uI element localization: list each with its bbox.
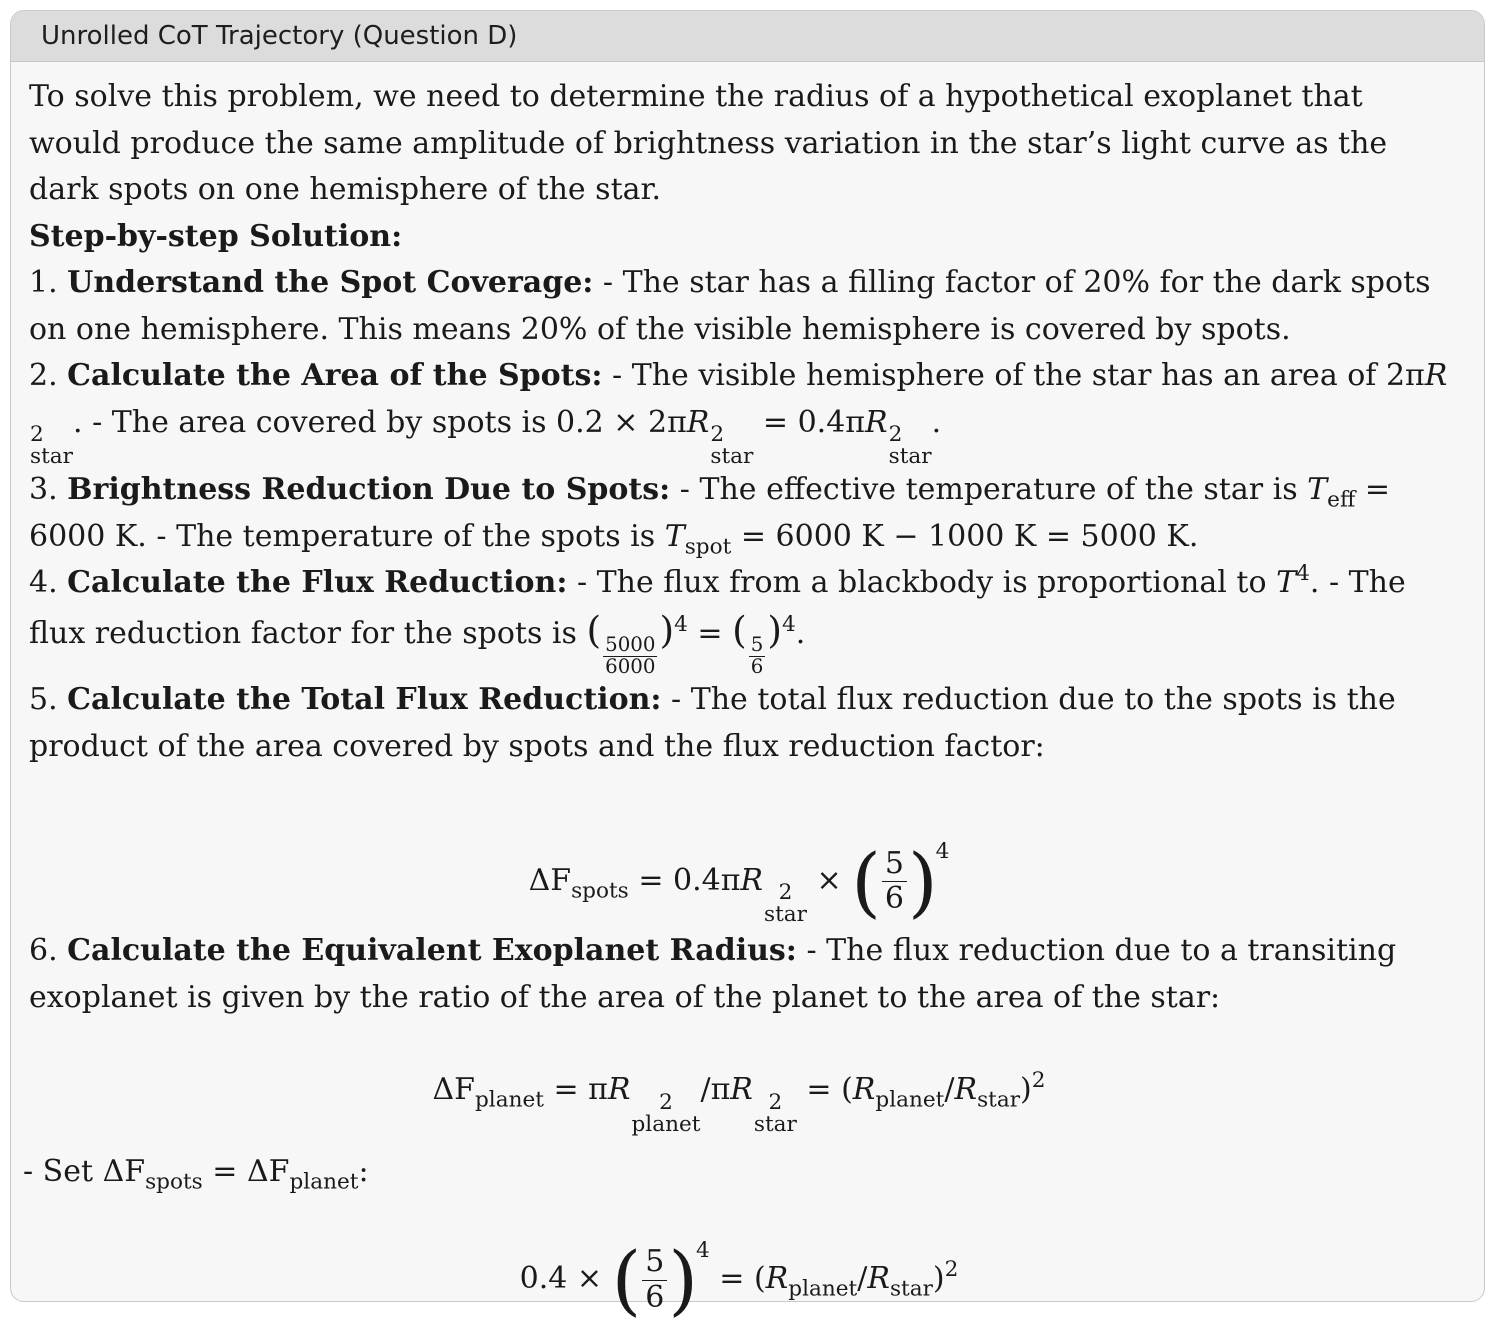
- solution-heading: Step-by-step Solution:: [29, 218, 403, 254]
- set-equal-line: - Set $\Delta F_{spots} = \Delta F_{planet}$:: [23, 1154, 369, 1195]
- step-6: 6. Calculate the Equivalent Exoplanet Radius: - The flux reduction due to a transiting exoplanet is given by the ratio of the area of the planet to the area of the star:: [29, 933, 1397, 1015]
- panel-content: [23, 74, 1449, 1325]
- step-4: 4. Calculate the Flux Reduction: - The flux from a blackbody is proportional to $T^4$. - The flux reduction factor for the spots is ( $\frac{5000}{6000}$ )$^4$ = ( $\frac{5}{6}$ )$^4$.: [29, 561, 1406, 678]
- step-3-label: Brightness Reduction Due to Spots:: [67, 472, 671, 508]
- equation-spots: $\Delta F_{spots} = 0.4\pi R$ 2 star × ( $\frac{5}{6}$ )$^4$: [528, 836, 950, 927]
- step-4-label: Calculate the Flux Reduction:: [67, 565, 568, 601]
- equation-equate: 0.4 × ( $\frac{5}{6}$ )$^4 = (R_{planet}/R_{star})^2$: [519, 1235, 959, 1325]
- step-6-label: Calculate the Equivalent Exoplanet Radius:: [67, 933, 797, 969]
- step-5-label: Calculate the Total Flux Reduction:: [67, 682, 662, 718]
- step-5: 5. Calculate the Total Flux Reduction: - The total flux reduction due to the spots is the product of the area covered by spots and the flux reduction factor:: [29, 682, 1396, 764]
- equation-planet: $\Delta F_{planet} = \pi R$ 2 planet /πR 2 star = $(R_{planet}/R_{star})^2$: [432, 1068, 1046, 1137]
- step-3: 3. Brightness Reduction Due to Spots: - The effective temperature of the star is $T_{eff} = 6000$ K. - The temperature of the spots is $T_{spot} = 6000$ K − 1000 K = 5000 K.: [29, 472, 1390, 560]
- step-1: 1. Understand the Spot Coverage: - The star has a filling factor of 20% for the dark spots on one hemisphere. This means 20% of the visible hemisphere is covered by spots.: [29, 265, 1431, 347]
- step-1-label: Understand the Spot Coverage:: [67, 265, 594, 300]
- intro-paragraph: To solve this problem, we need to determine the radius of a hypothetical exoplanet that would produce the same amplitude of brightness variation in the star’s light curve as the dark spots on one hemisphere of the star.: [29, 79, 1388, 207]
- step-2: 2. Calculate the Area of the Spots: - The visible hemisphere of the star has an area of 2πR 2 star . - The area covered by spots is 0.2 × 2πR 2 star = 0.4πR 2 star .: [29, 358, 1448, 469]
- panel-title: Unrolled CoT Trajectory (Question D): [11, 11, 1484, 62]
- step-2-label: Calculate the Area of the Spots:: [67, 358, 603, 393]
